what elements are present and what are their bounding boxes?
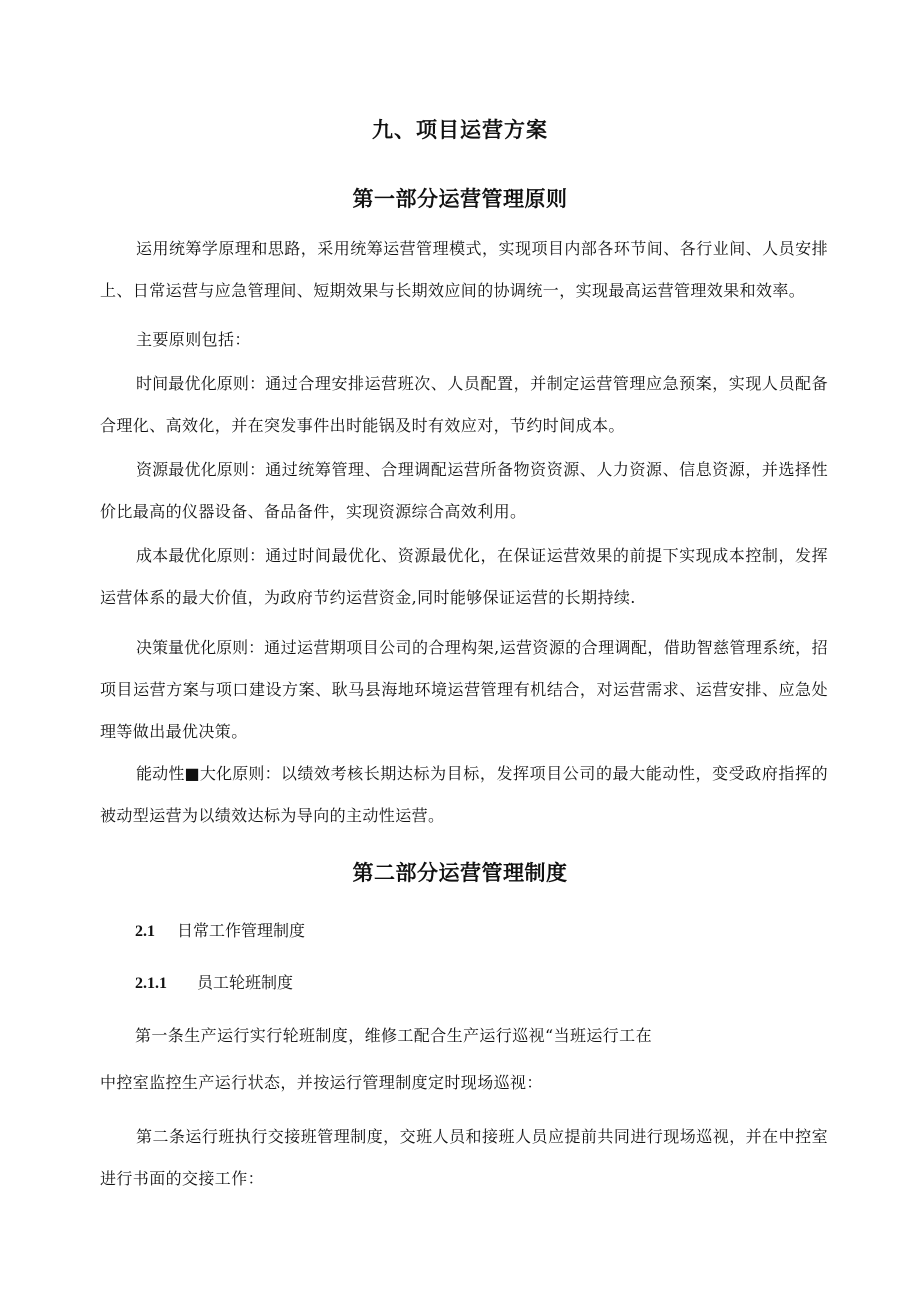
article-2-paragraph: 第二条运行班执行交接班管理制度，交班人员和接班人员应提前共同进行现场巡视，并在中控室进行书面的交接工作： — [100, 1127, 828, 1188]
principle-cost — [100, 535, 828, 619]
principle-decision — [100, 627, 828, 753]
principle-label: 时间最优化原则： — [136, 374, 266, 393]
principle-label: 能动性■大化原则： — [136, 764, 281, 783]
main-principles-label: 主要原则包括： — [136, 330, 251, 349]
part2-heading: 第二部分运营管理制度 — [352, 861, 568, 885]
article-1-line-2: 中控室监控生产运行状态，并按运行管理制度定时现场巡视： — [100, 1073, 543, 1092]
article-1-line-1: 第一条生产运行实行轮班制度，维修工配合生产运行巡视“当班运行工在 — [135, 1026, 652, 1045]
intro-paragraph: 运用统筹学原理和思路，采用统筹运营管理模式，实现项目内部各环节间、各行业间、人员安排上、日常运营与应急管理间、短期效果与长期效应间的协调统一，实现最高运营管理效果和效率。 — [100, 239, 828, 300]
section-number: 2.1.1 — [135, 975, 167, 992]
section-title: 日常工作管理制度 — [177, 921, 306, 940]
part1-heading: 第一部分运营管理原则 — [352, 187, 568, 211]
principle-text: 通过时间最优化、资源最优化，在保证运营效果的前提下实现成本控制，发挥运营体系的最大价值，为政府节约运营资金,同时能够保证运营的长期持续. — [100, 546, 828, 607]
section-2-1-1-heading — [135, 972, 293, 995]
principle-label: 成本最优化原则： — [136, 546, 266, 565]
document-title: 九、项目运营方案 — [372, 118, 548, 142]
principle-text: 通过运营期项目公司的合理构架,运营资源的合理调配，借助智慈管理系统，招项目运营方案与项口建设方案、耿马县海地环境运营管理有机结合，对运营需求、运营安排、应急处理等做出最优决策。 — [100, 638, 828, 741]
principle-label: 决策量优化原则： — [136, 638, 265, 657]
principle-label: 资源最优化原则： — [136, 460, 266, 479]
principle-time — [100, 363, 828, 447]
section-title: 员工轮班制度 — [197, 973, 294, 992]
principle-text: 通过合理安排运营班次、人员配置，并制定运营管理应急预案，实现人员配备合理化、高效化，并在突发事件出时能锅及时有效应对，节约时间成本。 — [100, 374, 828, 435]
principle-text: 通过统筹管理、合理调配运营所备物资资源、人力资源、信息资源，并选择性价比最高的仪器设备、备品备件，实现资源综合高效利用。 — [100, 460, 828, 521]
principle-text: 以绩效考核长期达标为目标，发挥项目公司的最大能动性，变受政府指挥的被动型运营为以绩效达标为导向的主动性运营。 — [100, 764, 829, 825]
principle-resource — [100, 449, 828, 533]
section-number: 2.1 — [135, 923, 155, 940]
principle-initiative — [100, 753, 828, 837]
section-2-1-heading — [135, 920, 305, 943]
